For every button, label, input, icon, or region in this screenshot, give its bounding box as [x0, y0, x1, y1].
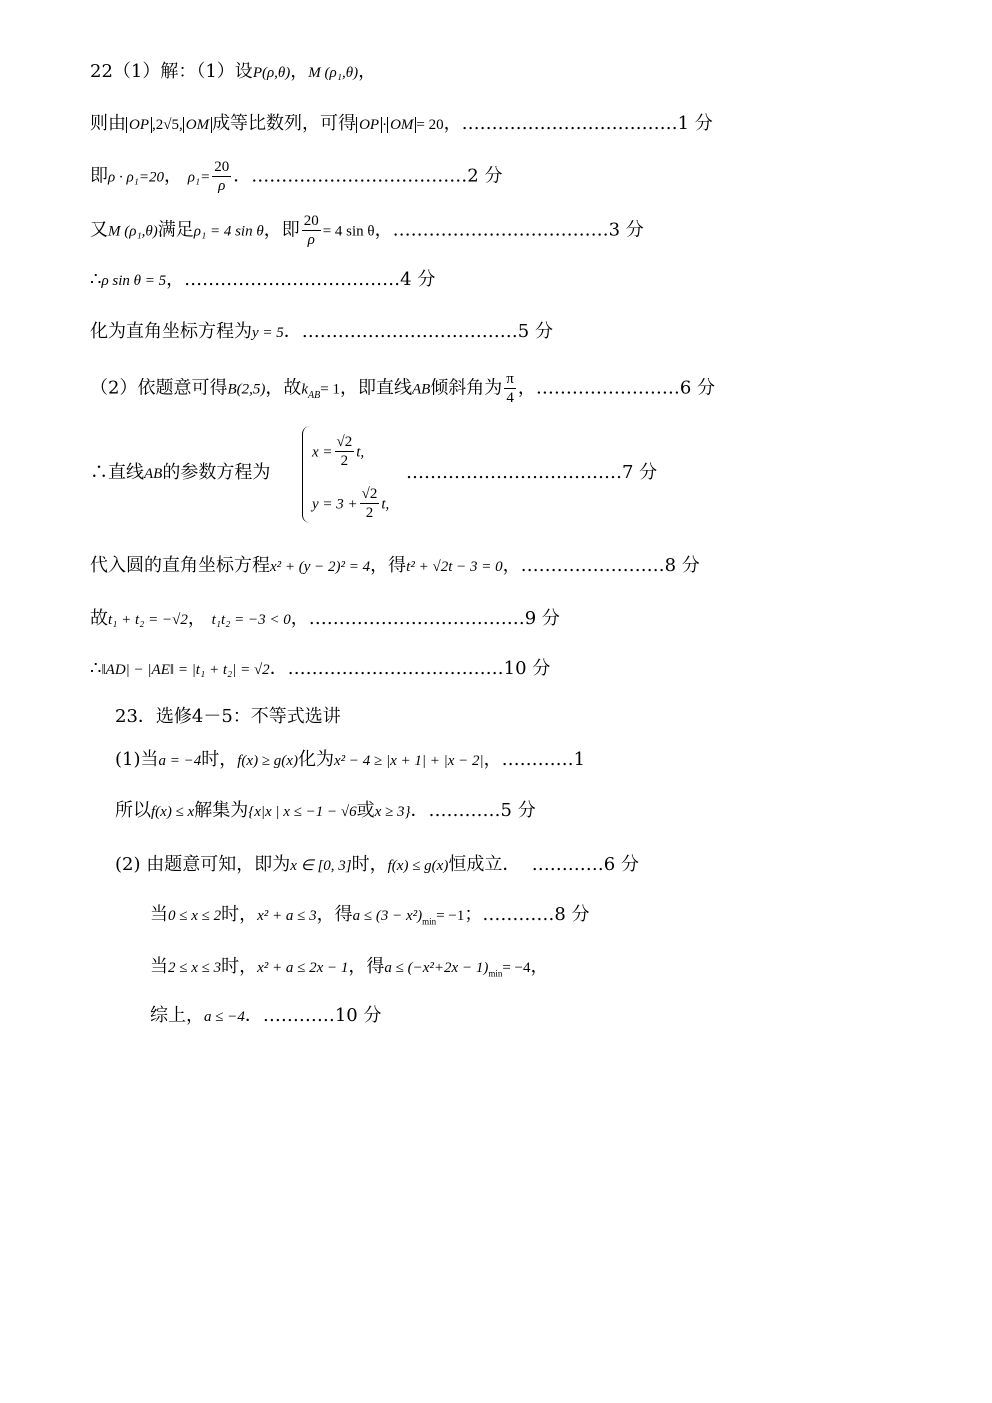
q22-line-3	[90, 158, 502, 195]
comma: ，	[443, 113, 462, 134]
score-marker: ………………………………1 分	[461, 113, 713, 134]
text: 成等比数列，可得	[212, 113, 357, 134]
q22-line-7	[90, 370, 715, 408]
text: ，得	[316, 904, 353, 925]
numerator: π	[506, 371, 514, 387]
math: x =	[312, 444, 333, 461]
subscript: min	[422, 916, 437, 927]
q23-line-2	[115, 799, 536, 824]
text: 当	[150, 904, 168, 925]
math: t² + √2t − 3 = 0	[406, 559, 503, 575]
math: {x|x | x ≤ −1 − √6	[248, 804, 357, 820]
math: x² − 4 ≥ |x + 1| + |x − 2|	[333, 753, 484, 769]
math: x² + a ≤ 3	[257, 908, 317, 924]
text: 或	[356, 800, 375, 821]
score-marker: ．…………10 分	[244, 1005, 382, 1026]
text: 故	[90, 608, 108, 629]
fraction	[335, 433, 355, 470]
section-title: 23．选修4－5：不等式选讲	[115, 706, 341, 727]
score-marker: ，………………………………9 分	[290, 608, 560, 629]
comma: ，	[358, 61, 377, 82]
q23-line-1	[115, 748, 585, 773]
math: = 20	[416, 117, 444, 133]
math: AB	[411, 381, 431, 398]
score-marker: ；…………8 分	[464, 904, 590, 925]
math: f(x) ≤ g(x)	[387, 858, 449, 874]
comma: ，	[530, 956, 549, 977]
text: 所以	[115, 800, 151, 821]
math: x ≥ 3}	[374, 804, 411, 820]
math: ρ · ρ₁=20	[108, 169, 164, 186]
q22-line-8-score	[406, 461, 657, 485]
q23-line-6	[150, 1004, 382, 1029]
denominator: 4	[506, 390, 514, 406]
numerator: √2	[361, 486, 378, 502]
fraction	[302, 212, 321, 249]
math-dot: ·	[382, 117, 388, 133]
math: x² + (y − 2)² = 4	[270, 559, 371, 575]
comma: ，	[164, 165, 182, 187]
text: ，即	[263, 219, 300, 241]
q22-line-4	[90, 212, 644, 249]
score-marker: ．…………5 分	[410, 800, 536, 821]
score-marker: ………………………………7 分	[406, 462, 658, 483]
math: = −4	[502, 960, 531, 976]
numerator: 20	[303, 213, 319, 229]
math: B(2,5)	[227, 381, 266, 398]
text: 时，	[221, 904, 258, 925]
score-marker: ，………………………………4 分	[166, 269, 436, 290]
text: (2) 由题意可知，即为	[115, 854, 291, 875]
math: t,	[356, 444, 365, 461]
math: y = 3 +	[312, 496, 358, 513]
text: 时，	[221, 956, 258, 977]
text: ，得	[348, 956, 385, 977]
denominator: ρ	[218, 178, 226, 194]
text: 恒成立．	[448, 854, 521, 875]
math-abs-op: OP	[356, 117, 382, 133]
math: ρ sin θ = 5	[101, 273, 167, 289]
text: 则由	[90, 113, 126, 134]
text: 解集为	[194, 800, 249, 821]
math: f(x) ≥ g(x)	[237, 753, 298, 769]
math: a ≤ (3 − x²)	[352, 908, 423, 924]
math-abs-om: OM	[387, 117, 416, 133]
math: f(x) ≤ x	[151, 804, 195, 820]
math: = −1	[436, 908, 465, 924]
text: 化为	[297, 749, 334, 770]
math: x² + a ≤ 2x − 1	[257, 960, 349, 976]
q22-line-9	[90, 554, 700, 579]
comma: ，	[187, 608, 206, 629]
math: t₁t₂ = −3 < 0	[211, 612, 291, 628]
numerator: √2	[336, 434, 353, 450]
math: = 4 sin θ	[322, 223, 375, 240]
q22-line-8	[90, 461, 270, 486]
q23-line-5	[150, 955, 549, 986]
q22-line-6	[90, 320, 553, 345]
text: 当	[150, 956, 168, 977]
q22-line-1	[90, 60, 376, 85]
score-marker: ，……………………6 分	[517, 377, 716, 399]
math-abs-op: OP	[126, 117, 152, 133]
text: 代入圆的直角坐标方程	[90, 555, 270, 576]
comma: ，	[290, 61, 309, 82]
text: 时，	[201, 749, 238, 770]
q22-heading: 22（1）解：（1）设	[90, 61, 253, 82]
fraction	[360, 485, 380, 522]
text: 的参数方程为	[162, 462, 271, 483]
math: x ∈ [0, 3]	[290, 858, 352, 874]
math: 2 ≤ x ≤ 3	[168, 960, 222, 976]
math: a = −4	[158, 753, 202, 769]
q22-line-2	[90, 112, 713, 137]
math-p: P(ρ,θ)	[252, 65, 291, 81]
text: 综上，	[150, 1005, 204, 1026]
text: ，故	[265, 377, 302, 399]
q23-line-4	[150, 903, 590, 934]
therefore-symbol: ∴	[90, 658, 102, 679]
math: ‖AD| − |AE‖ = |t₁ + t₂| = √2	[101, 662, 270, 678]
subscript: min	[488, 968, 503, 979]
math-m: M (ρ₁,θ)	[308, 65, 359, 81]
q22-line-5	[90, 268, 435, 293]
text: ∴直线	[90, 462, 144, 483]
q22-line-11	[90, 657, 550, 682]
text: 倾斜角为	[430, 377, 503, 399]
denominator: ρ	[307, 232, 315, 248]
score-marker: ．………………………………10 分	[269, 658, 551, 679]
param-row-1	[312, 433, 364, 470]
math: ρ₁ = 4 sin θ	[193, 223, 264, 240]
text: （2）依题意可得	[90, 377, 228, 399]
math: t₁ + t₂ = −√2	[108, 612, 188, 628]
score-marker: ，………………………………3 分	[374, 219, 644, 241]
denominator: 2	[340, 453, 349, 469]
math: ,2√5,	[152, 117, 183, 133]
math: 0 ≤ x ≤ 2	[168, 908, 222, 924]
q23-line-3	[115, 853, 639, 878]
math: = 1	[320, 381, 340, 398]
text: 即	[90, 165, 108, 187]
fraction	[504, 370, 516, 407]
q23-title	[115, 705, 341, 729]
text: ，得	[370, 555, 407, 576]
denominator: 2	[365, 505, 374, 521]
score-marker: …………6 分	[531, 854, 639, 875]
subscript: AB	[308, 390, 321, 402]
text: 满足	[157, 219, 194, 241]
score-marker: ．………………………………5 分	[283, 321, 553, 342]
math: M (ρ₁,θ)	[108, 223, 158, 240]
math-abs-om: OM	[183, 117, 212, 133]
text: ，即直线	[339, 377, 412, 399]
math: y = 5	[252, 325, 284, 341]
text: (1)当	[115, 749, 159, 770]
text: 又	[90, 219, 108, 241]
text: 时，	[351, 854, 388, 875]
numerator: 20	[214, 159, 230, 175]
param-row-2	[312, 485, 389, 522]
math: k	[301, 381, 309, 398]
math: a ≤ −4	[204, 1009, 245, 1025]
math: t,	[381, 496, 390, 513]
score-marker: ．………………………………2 分	[233, 165, 503, 187]
math: AB	[144, 466, 163, 482]
text: 化为直角坐标方程为	[90, 321, 252, 342]
score-marker: ，…………1	[483, 749, 586, 770]
score-marker: ，……………………8 分	[502, 555, 700, 576]
q22-line-10	[90, 607, 560, 632]
math: ρ₁=	[187, 169, 211, 186]
fraction	[212, 158, 231, 195]
math: a ≤ (−x²+2x − 1)	[384, 960, 489, 976]
therefore-symbol: ∴	[90, 269, 102, 290]
